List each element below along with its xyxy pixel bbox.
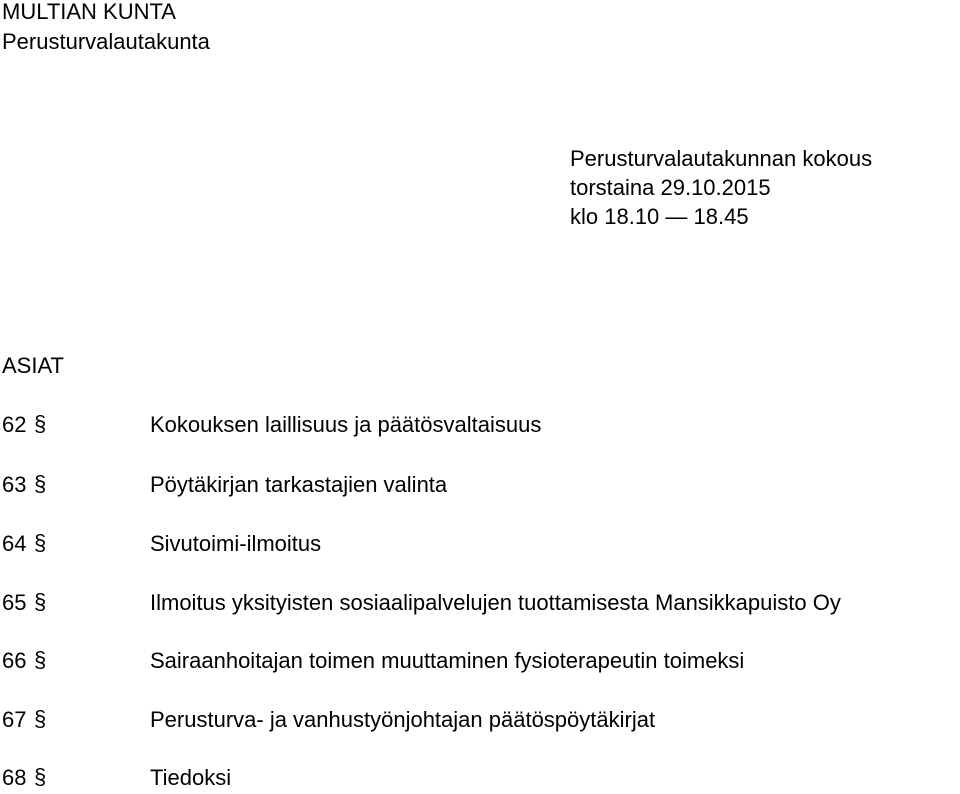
agenda-item (0, 411, 960, 440)
agenda-item (0, 764, 960, 793)
item-number: 64 (2, 531, 27, 556)
section-sign: § (34, 706, 47, 731)
item-title: Ilmoitus yksityisten sosiaalipalvelujen tuottamisesta Mansikkapuisto Oy (150, 590, 841, 615)
agenda-item (0, 530, 960, 559)
section-sign: § (34, 471, 47, 496)
meeting-time: klo 18.10 — 18.45 (570, 204, 749, 229)
agenda-item (0, 706, 960, 735)
section-sign: § (34, 647, 47, 672)
organization-name: MULTIAN KUNTA (2, 0, 176, 24)
item-number: 68 (2, 765, 27, 790)
item-number: 67 (2, 707, 27, 732)
agenda-item (0, 647, 960, 676)
item-title: Kokouksen laillisuus ja päätösvaltaisuus (150, 412, 542, 437)
agenda-item (0, 471, 960, 500)
organization-unit: Perusturvalautakunta (2, 29, 210, 54)
item-title: Sairaanhoitajan toimen muuttaminen fysioterapeutin toimeksi (150, 648, 745, 673)
agenda-item (0, 589, 960, 618)
agenda-heading: ASIAT (2, 353, 64, 378)
meeting-date: torstaina 29.10.2015 (570, 175, 771, 200)
section-sign: § (34, 589, 47, 614)
item-title: Perusturva- ja vanhustyönjohtajan päätöspöytäkirjat (150, 707, 656, 732)
meeting-info (570, 148, 872, 235)
item-number: 66 (2, 648, 27, 673)
meeting-title: Perusturvalautakunnan kokous (570, 146, 873, 171)
section-sign: § (34, 411, 47, 436)
item-title: Sivutoimi-ilmoitus (150, 531, 322, 556)
item-number: 65 (2, 590, 27, 615)
item-number: 62 (2, 412, 27, 437)
section-sign: § (34, 530, 47, 555)
item-title: Tiedoksi (150, 765, 232, 790)
section-sign: § (34, 764, 47, 789)
item-title: Pöytäkirjan tarkastajien valinta (150, 472, 448, 497)
item-number: 63 (2, 472, 27, 497)
